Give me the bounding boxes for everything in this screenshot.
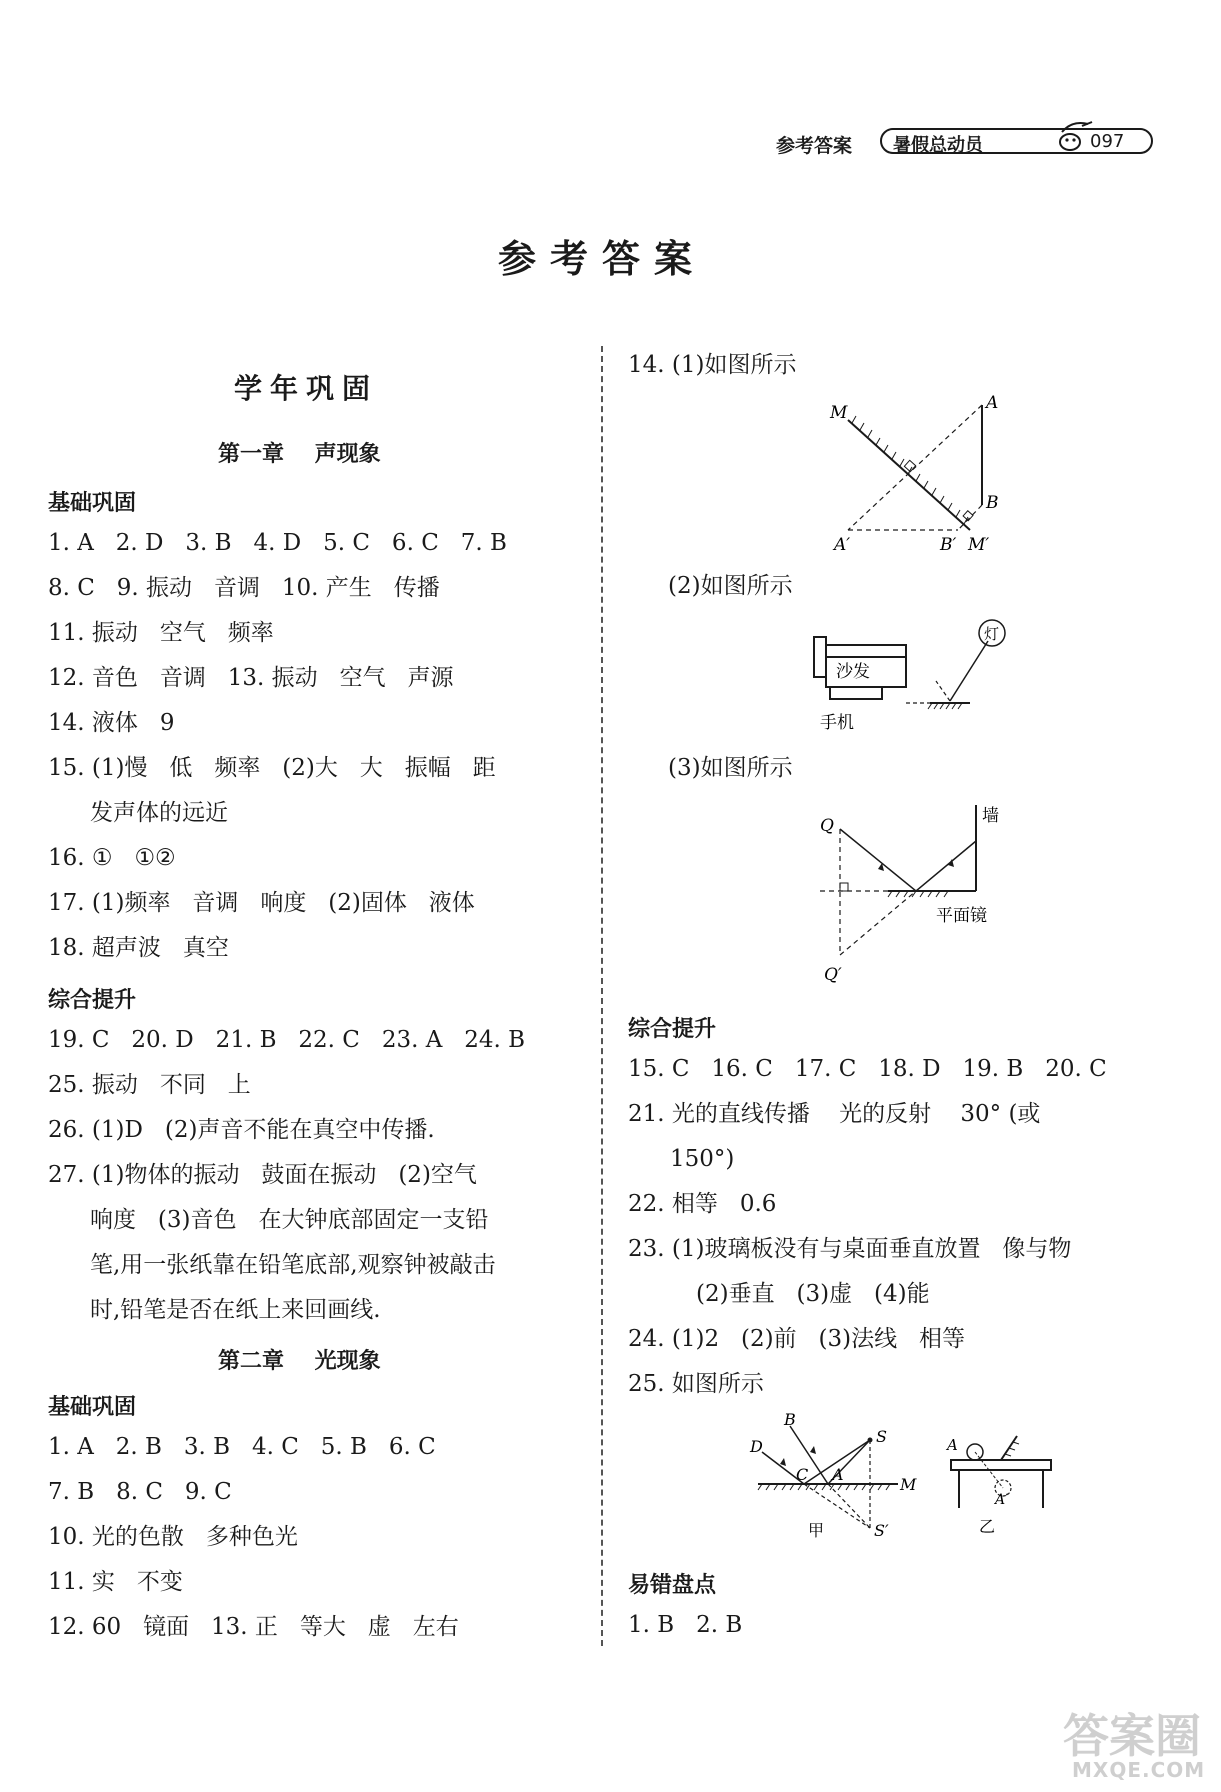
answer-line: 15. C 16. C 17. C 18. D 19. B 20. C: [628, 1056, 1107, 1082]
svg-text:B′: B′: [940, 535, 957, 555]
svg-text:A′: A′: [995, 1492, 1009, 1508]
watermark-url: MXQE.COM: [1072, 1758, 1206, 1782]
svg-text:Q: Q: [820, 816, 834, 836]
svg-text:M: M: [830, 403, 848, 423]
svg-text:乙: 乙: [979, 1517, 996, 1536]
svg-text:B: B: [986, 493, 999, 513]
answer-line: 15. (1)慢 低 频率 (2)大 大 振幅 距: [48, 755, 496, 781]
figure-yi: [945, 1420, 1065, 1545]
figure-sofa-lamp: [810, 615, 1010, 740]
svg-text:平面镜: 平面镜: [936, 906, 987, 926]
figure-mirror-image: [820, 390, 1020, 560]
svg-text:A: A: [986, 393, 999, 413]
svg-text:甲: 甲: [808, 1521, 825, 1540]
answer-line: 23. (1)玻璃板没有与桌面垂直放置 像与物: [628, 1236, 1072, 1262]
answer-line: 10. 光的色散 多种色光: [48, 1524, 298, 1550]
svg-text:灯: 灯: [984, 625, 1000, 643]
svg-text:A: A: [832, 1465, 844, 1484]
svg-text:墙: 墙: [982, 806, 999, 826]
answer-line: 1. A 2. B 3. B 4. C 5. B 6. C: [48, 1434, 436, 1460]
watermark-logo: 答案圈: [1063, 1709, 1201, 1763]
answer-line: 26. (1)D (2)声音不能在真空中传播.: [48, 1117, 435, 1143]
answer-line: 150°): [670, 1146, 735, 1172]
svg-text:沙发: 沙发: [836, 662, 870, 682]
answer-line: 笔,用一张纸靠在铅笔底部,观察钟被敲击: [90, 1252, 496, 1278]
header-book-title: 暑假总动员: [893, 135, 983, 156]
svg-text:S: S: [876, 1427, 887, 1446]
column-divider: [601, 346, 603, 1646]
answer-line: 发声体的远近: [90, 800, 228, 826]
answer-line: 11. 实 不变: [48, 1569, 183, 1595]
answer-line: 19. C 20. D 21. B 22. C 23. A 24. B: [48, 1027, 526, 1053]
q14-2-label: (2)如图所示: [668, 573, 793, 599]
svg-text:Q′: Q′: [824, 965, 842, 985]
svg-text:M: M: [900, 1475, 917, 1494]
svg-text:A′: A′: [834, 535, 851, 555]
answer-line: 22. 相等 0.6: [628, 1191, 777, 1217]
errors-heading: 易错盘点: [628, 1573, 717, 1598]
ch1-basic-heading: 基础巩固: [48, 491, 137, 516]
answer-line: 14. 液体 9: [48, 710, 175, 736]
answer-line: 18. 超声波 真空: [48, 935, 229, 961]
answer-line: 25. 振动 不同 上: [48, 1072, 251, 1098]
answer-line: 1. B 2. B: [628, 1612, 743, 1638]
answer-line: 7. B 8. C 9. C: [48, 1479, 232, 1505]
ch2-basic-heading: 基础巩固: [48, 1395, 137, 1420]
figure-mirror-wall: [820, 795, 1020, 995]
page-title: 参考答案: [498, 237, 707, 281]
svg-text:C: C: [796, 1465, 809, 1484]
page-number: 097: [1090, 131, 1125, 152]
answer-line: 11. 振动 空气 频率: [48, 620, 274, 646]
answer-line: 21. 光的直线传播 光的反射 30° (或: [628, 1101, 1041, 1127]
chapter2-title: 第二章 光现象: [218, 1349, 381, 1374]
svg-text:M′: M′: [968, 535, 990, 555]
q14-1-label: 14. (1)如图所示: [628, 352, 797, 378]
answer-line: 时,铅笔是否在纸上来回画线.: [90, 1297, 381, 1323]
svg-text:D: D: [750, 1437, 763, 1456]
answer-line: 12. 音色 音调 13. 振动 空气 声源: [48, 665, 454, 691]
figure-jia: [748, 1412, 928, 1547]
answer-line: 27. (1)物体的振动 鼓面在振动 (2)空气: [48, 1162, 477, 1188]
ch1-comp-heading: 综合提升: [48, 988, 137, 1013]
svg-text:A: A: [947, 1436, 958, 1454]
answer-line: 25. 如图所示: [628, 1371, 764, 1397]
header-section-label: 参考答案: [776, 135, 853, 157]
chapter1-title: 第一章 声现象: [218, 442, 381, 467]
section-title: 学年巩固: [234, 372, 379, 405]
answer-line: 24. (1)2 (2)前 (3)法线 相等: [628, 1326, 966, 1352]
answer-line: 响度 (3)音色 在大钟底部固定一支铅: [90, 1207, 489, 1233]
answer-line: 1. A 2. D 3. B 4. D 5. C 6. C 7. B: [48, 530, 507, 556]
svg-text:S′: S′: [874, 1521, 889, 1540]
answer-line: 16. ① ①②: [48, 845, 176, 871]
svg-text:手机: 手机: [820, 713, 854, 733]
answer-line: 12. 60 镜面 13. 正 等大 虚 左右: [48, 1614, 459, 1640]
answer-line: 17. (1)频率 音调 响度 (2)固体 液体: [48, 890, 475, 916]
q14-3-label: (3)如图所示: [668, 755, 793, 781]
right-comp-heading: 综合提升: [628, 1017, 717, 1042]
answer-line: 8. C 9. 振动 音调 10. 产生 传播: [48, 575, 440, 601]
answer-line: (2)垂直 (3)虚 (4)能: [696, 1281, 930, 1307]
svg-text:B: B: [784, 1412, 796, 1429]
